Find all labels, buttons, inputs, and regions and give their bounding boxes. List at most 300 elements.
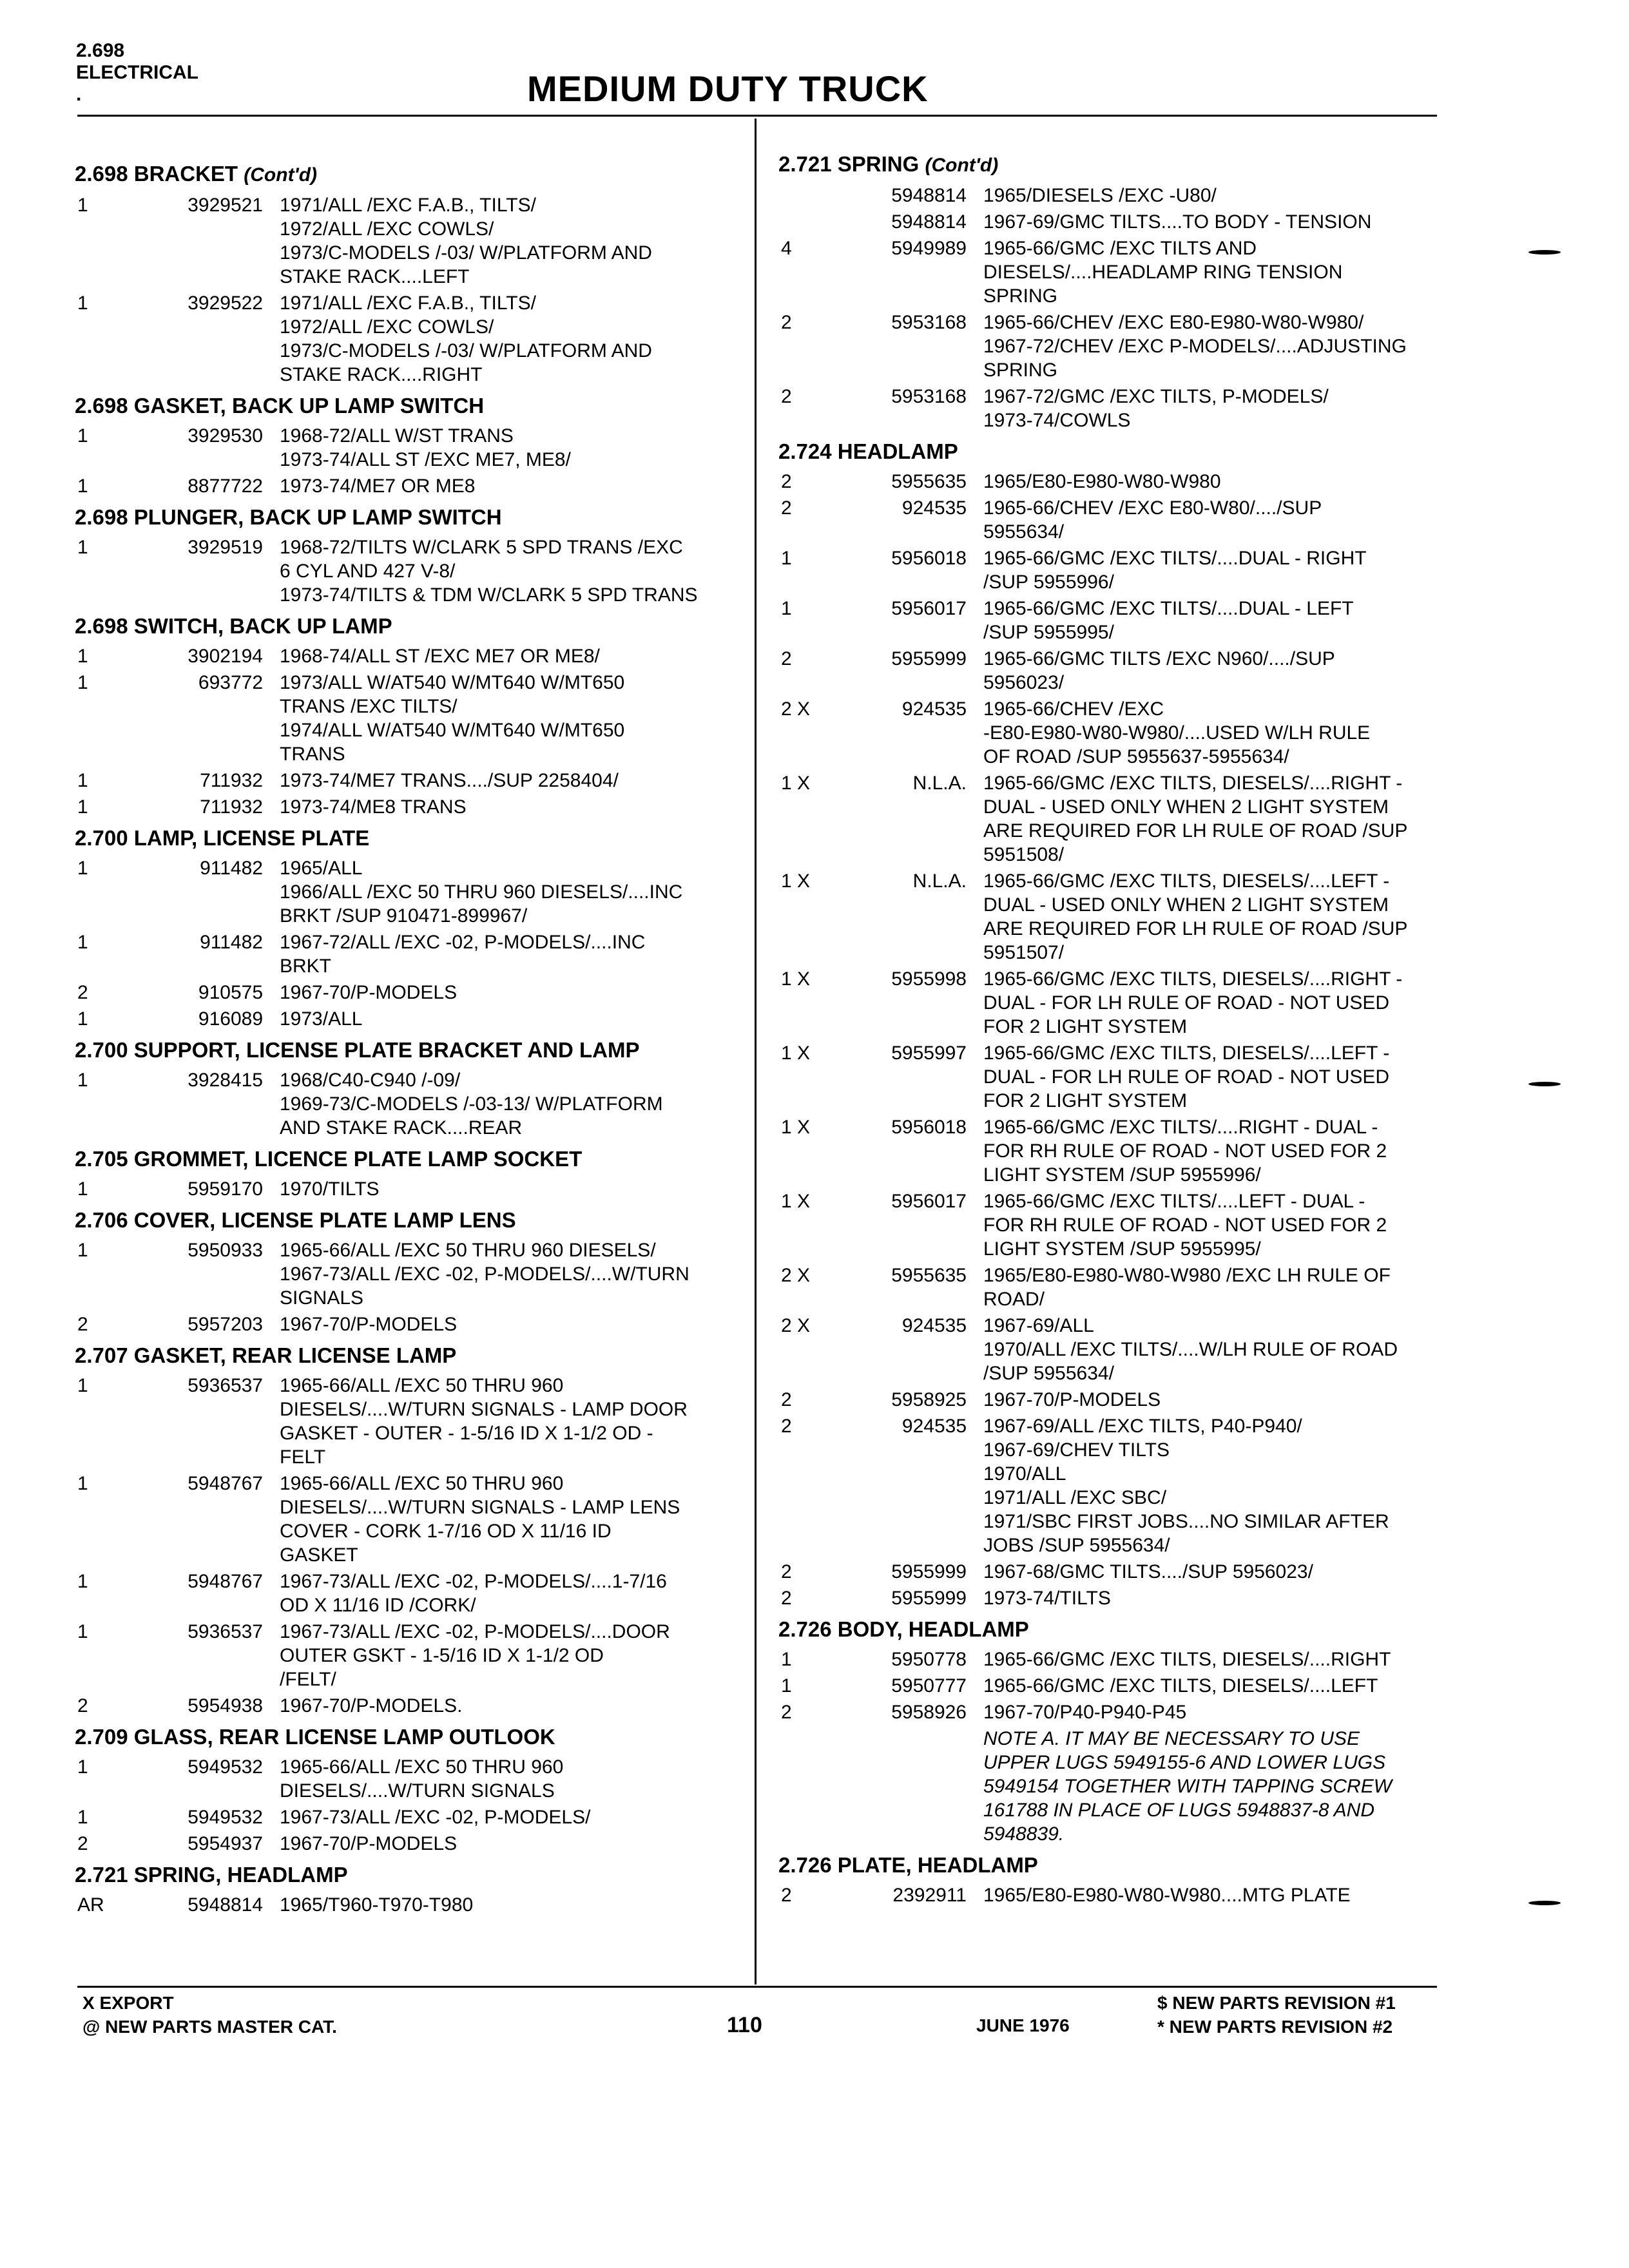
- description-line: 1967-68/GMC TILTS..../SUP 5956023/: [983, 1561, 1313, 1582]
- quantity: 2: [781, 1588, 792, 1609]
- part-number: 711932: [200, 770, 263, 791]
- description-line: TRANS: [280, 744, 345, 765]
- description-line: 1965/T960-T970-T980: [280, 1894, 474, 1916]
- part-description: [967, 546, 1436, 594]
- description-line: 1965-66/GMC /EXC TILTS/....RIGHT - DUAL -: [983, 1117, 1378, 1138]
- quantity: 1: [77, 858, 88, 879]
- part-number: 5949532: [188, 1807, 263, 1828]
- part-description: [263, 1312, 745, 1336]
- section-number: 2.700: [75, 1038, 128, 1062]
- part-number: 5936537: [188, 1621, 263, 1642]
- description-line: 1971/ALL /EXC SBC/: [983, 1487, 1167, 1508]
- section-number: 2.721: [778, 152, 832, 176]
- description-line: 1965-66/GMC /EXC TILTS, DIESELS/....RIGHT -: [983, 968, 1403, 990]
- parts-section: [75, 161, 745, 387]
- parts-section: [75, 1146, 745, 1201]
- part-number: 5948767: [188, 1473, 263, 1494]
- quantity: 4: [781, 238, 792, 259]
- quantity: 2: [77, 1833, 88, 1854]
- part-row: [778, 184, 1436, 207]
- description-line: 1973-74/COWLS: [983, 410, 1131, 431]
- section-title: BRACKET: [133, 162, 238, 186]
- description-line: LIGHT SYSTEM /SUP 5955996/: [983, 1164, 1261, 1186]
- part-number: 693772: [198, 672, 263, 693]
- part-number: 916089: [198, 1008, 263, 1030]
- description-line: BRKT /SUP 910471-899967/: [280, 905, 528, 927]
- section-number: 2.698: [75, 162, 128, 186]
- description-line: 1973-74/ME7 TRANS..../SUP 2258404/: [280, 770, 619, 791]
- quantity: 1: [77, 537, 88, 558]
- description-line: DIESELS/....W/TURN SIGNALS - LAMP DOOR: [280, 1399, 688, 1420]
- part-description: [967, 311, 1436, 382]
- part-description: [263, 1472, 745, 1567]
- description-line: 1967-70/P40-P940-P45: [983, 1702, 1187, 1723]
- description-line: 1967-70/P-MODELS.: [280, 1695, 463, 1716]
- part-description: [263, 795, 745, 819]
- part-description: [263, 1238, 745, 1310]
- section-name: ELECTRICAL: [76, 62, 198, 83]
- part-number: 5949989: [891, 238, 967, 259]
- part-description: [967, 1700, 1436, 1724]
- part-row: [778, 1560, 1436, 1584]
- description-line: 1967-70/P-MODELS: [280, 1314, 458, 1335]
- quantity: 2: [781, 1885, 792, 1906]
- part-number: 5959170: [188, 1178, 263, 1200]
- description-line: LIGHT SYSTEM /SUP 5955995/: [983, 1238, 1261, 1260]
- section-heading: [75, 825, 745, 851]
- description-line: /SUP 5955995/: [983, 622, 1114, 643]
- description-line: AND STAKE RACK....REAR: [280, 1117, 523, 1139]
- description-line: 1974/ALL W/AT540 W/MT640 W/MT650: [280, 720, 625, 741]
- part-row: [75, 795, 745, 819]
- part-row: [75, 1570, 745, 1617]
- part-description: [967, 1674, 1436, 1698]
- description-line: 1970/TILTS: [280, 1178, 380, 1200]
- part-number: 2392911: [892, 1885, 967, 1906]
- section-heading: [75, 1862, 745, 1888]
- section-title: COVER, LICENSE PLATE LAMP LENS: [133, 1208, 516, 1232]
- quantity: 1: [77, 1375, 88, 1396]
- description-line: 1968-74/ALL ST /EXC ME7 OR ME8/: [280, 646, 600, 667]
- description-line: 1967-70/P-MODELS: [280, 982, 458, 1003]
- section-heading: [75, 393, 745, 419]
- quantity: 1: [77, 1571, 88, 1592]
- section-number: 2.706: [75, 1208, 128, 1232]
- part-row: [778, 496, 1436, 544]
- note-line: UPPER LUGS 5949155-6 AND LOWER LUGS: [983, 1752, 1386, 1773]
- quantity: 1: [77, 195, 88, 216]
- part-number: 3929530: [188, 425, 263, 447]
- part-number: 5936537: [188, 1375, 263, 1396]
- quantity: 2: [781, 497, 792, 519]
- description-line: FOR RH RULE OF ROAD - NOT USED FOR 2: [983, 1140, 1387, 1162]
- section-number: 2.709: [75, 1725, 128, 1749]
- section-heading: [778, 1617, 1436, 1642]
- quantity: 2: [781, 1389, 792, 1410]
- section-title: HEADLAMP: [837, 439, 958, 463]
- part-row: [75, 1893, 745, 1917]
- quantity: 1: [77, 770, 88, 791]
- section-number: 2.707: [75, 1343, 128, 1367]
- header-dot: .: [76, 84, 82, 105]
- description-line: 1965-66/GMC /EXC TILTS/....DUAL - RIGHT: [983, 548, 1367, 569]
- part-description: [967, 184, 1436, 207]
- description-line: STAKE RACK....RIGHT: [280, 364, 483, 385]
- part-row: [75, 535, 745, 607]
- description-line: OUTER GSKT - 1-5/16 ID X 1-1/2 OD: [280, 1645, 604, 1666]
- part-row: [778, 210, 1436, 234]
- description-line: 1967-69/CHEV TILTS: [983, 1439, 1170, 1461]
- quantity: 1: [77, 476, 88, 497]
- quantity: AR: [77, 1894, 104, 1916]
- section-number: 2.698: [75, 614, 128, 638]
- part-row: [75, 193, 745, 289]
- section-title: GASKET, REAR LICENSE LAMP: [133, 1343, 457, 1367]
- description-line: DIESELS/....W/TURN SIGNALS - LAMP LENS: [280, 1497, 680, 1518]
- parts-section: [75, 825, 745, 1031]
- quantity: 2: [781, 1702, 792, 1723]
- part-description: [263, 1570, 745, 1617]
- part-description: [263, 769, 745, 793]
- description-line: 1968/C40-C940 /-09/: [280, 1070, 461, 1091]
- description-line: 1973-74/ME7 OR ME8: [280, 476, 476, 497]
- description-line: 1965-66/ALL /EXC 50 THRU 960: [280, 1473, 564, 1494]
- description-line: 1967-69/ALL: [983, 1315, 1094, 1336]
- part-row: [75, 981, 745, 1004]
- section-title: BODY, HEADLAMP: [837, 1617, 1029, 1641]
- part-description: [263, 1374, 745, 1469]
- note-spacer: [778, 1727, 838, 1846]
- page-number: 110: [727, 2013, 762, 2037]
- part-number: 5955997: [891, 1043, 967, 1064]
- part-description: [263, 1620, 745, 1691]
- note-block: [967, 1727, 1436, 1846]
- part-row: [75, 1007, 745, 1031]
- part-number: 5956017: [891, 598, 967, 619]
- note-row: [778, 1727, 1436, 1846]
- description-line: JOBS /SUP 5955634/: [983, 1535, 1170, 1556]
- description-line: DUAL - FOR LH RULE OF ROAD - NOT USED: [983, 1066, 1390, 1088]
- part-number: 5955999: [891, 1561, 967, 1582]
- description-line: DUAL - USED ONLY WHEN 2 LIGHT SYSTEM: [983, 894, 1389, 916]
- part-row: [75, 930, 745, 978]
- footer-revision-1: $ NEW PARTS REVISION #1: [1157, 1993, 1396, 2013]
- part-row: [778, 1883, 1436, 1907]
- description-line: /SUP 5955996/: [983, 572, 1114, 593]
- description-line: 1965-66/ALL /EXC 50 THRU 960: [280, 1375, 564, 1396]
- part-description: [967, 1560, 1436, 1584]
- section-heading: [75, 613, 745, 639]
- part-description: [967, 1388, 1436, 1412]
- section-number: 2.698: [75, 394, 128, 418]
- description-line: 1965/DIESELS /EXC -U80/: [983, 185, 1217, 206]
- part-number: 5950778: [891, 1649, 967, 1670]
- part-number: 5954938: [188, 1695, 263, 1716]
- part-description: [967, 1648, 1436, 1671]
- description-line: FELT: [280, 1446, 326, 1468]
- left-column: [75, 161, 745, 1923]
- quantity: 1 X: [781, 870, 811, 892]
- section-title: GROMMET, LICENCE PLATE LAMP SOCKET: [133, 1147, 583, 1171]
- part-number: 910575: [198, 982, 263, 1003]
- part-number: 5956018: [891, 548, 967, 569]
- header-block: [76, 40, 198, 106]
- description-line: -E80-E980-W80-W980/....USED W/LH RULE: [983, 722, 1371, 744]
- quantity: 1 X: [781, 1117, 811, 1138]
- footer-master-note: @ NEW PARTS MASTER CAT.: [82, 2017, 337, 2037]
- description-line: 1965-66/GMC /EXC TILTS/....DUAL - LEFT: [983, 598, 1354, 619]
- part-row: [778, 311, 1436, 382]
- part-description: [263, 193, 745, 289]
- part-description: [263, 535, 745, 607]
- parts-section: [75, 1037, 745, 1140]
- section-heading: [75, 505, 745, 530]
- quantity: 1: [77, 1473, 88, 1494]
- footer-date: JUNE 1976: [976, 2015, 1070, 2035]
- section-heading: [778, 1852, 1436, 1878]
- description-line: 1967-70/P-MODELS: [983, 1389, 1161, 1410]
- part-number: 3929519: [188, 537, 263, 558]
- description-line: OD X 11/16 ID /CORK/: [280, 1595, 476, 1616]
- description-line: 6 CYL AND 427 V-8/: [280, 561, 456, 582]
- description-line: 1973/ALL: [280, 1008, 363, 1030]
- part-row: [778, 1189, 1436, 1261]
- description-line: 1968-72/TILTS W/CLARK 5 SPD TRANS /EXC: [280, 537, 683, 558]
- description-line: 1965-66/ALL /EXC 50 THRU 960: [280, 1756, 564, 1778]
- parts-section: [75, 393, 745, 498]
- part-row: [778, 1414, 1436, 1557]
- note-line: NOTE A. IT MAY BE NECESSARY TO USE: [983, 1728, 1360, 1749]
- footer-export-note: X EXPORT: [82, 1993, 174, 2013]
- part-number: 5955999: [891, 648, 967, 669]
- part-number: 711932: [200, 796, 263, 818]
- part-description: [967, 1189, 1436, 1261]
- part-row: [75, 1832, 745, 1856]
- section-heading: [778, 439, 1436, 465]
- part-row: [75, 424, 745, 472]
- part-number: 5955998: [891, 968, 967, 990]
- part-number: 3929521: [188, 195, 263, 216]
- description-line: 1965/E80-E980-W80-W980: [983, 471, 1221, 492]
- description-line: 1965/E80-E980-W80-W980 /EXC LH RULE OF: [983, 1265, 1391, 1286]
- section-title: SUPPORT, LICENSE PLATE BRACKET AND LAMP: [133, 1038, 640, 1062]
- note-spacer: [838, 1727, 967, 1846]
- part-description: [263, 291, 745, 387]
- quantity: [778, 184, 838, 207]
- description-line: GASKET - OUTER - 1-5/16 ID X 1-1/2 OD -: [280, 1423, 653, 1444]
- quantity: 1 X: [781, 1043, 811, 1064]
- part-description: [263, 1007, 745, 1031]
- quantity: 1: [77, 1756, 88, 1778]
- description-line: COVER - CORK 1-7/16 OD X 11/16 ID: [280, 1521, 612, 1542]
- section-heading: [778, 151, 1436, 178]
- part-number: 5953168: [891, 386, 967, 407]
- description-line: 1973/ALL W/AT540 W/MT640 W/MT650: [280, 672, 625, 693]
- part-description: [263, 424, 745, 472]
- section-title: GLASS, REAR LICENSE LAMP OUTLOOK: [133, 1725, 555, 1749]
- part-row: [778, 1115, 1436, 1187]
- part-row: [75, 1374, 745, 1469]
- part-description: [967, 647, 1436, 695]
- part-number: 5956017: [891, 1191, 967, 1212]
- description-line: OF ROAD /SUP 5955637-5955634/: [983, 746, 1289, 767]
- quantity: 2: [77, 1314, 88, 1335]
- description-line: 1968-72/ALL W/ST TRANS: [280, 425, 514, 447]
- top-rule: [77, 115, 1437, 117]
- part-description: [967, 697, 1436, 769]
- description-line: 1969-73/C-MODELS /-03-13/ W/PLATFORM: [280, 1093, 663, 1115]
- parts-section: [75, 1862, 745, 1917]
- section-heading: [75, 1037, 745, 1063]
- part-number: 924535: [901, 698, 967, 720]
- part-description: [967, 1414, 1436, 1557]
- section-heading: [75, 1343, 745, 1369]
- description-line: 1965-66/GMC /EXC TILTS, DIESELS/....RIGHT -: [983, 773, 1403, 794]
- description-line: 1970/ALL: [983, 1463, 1066, 1485]
- quantity: 1: [77, 1008, 88, 1030]
- part-number: 5955999: [891, 1588, 967, 1609]
- part-row: [75, 1238, 745, 1310]
- part-description: [967, 1314, 1436, 1385]
- description-line: DUAL - FOR LH RULE OF ROAD - NOT USED: [983, 992, 1390, 1014]
- part-number: 5948814: [891, 185, 967, 206]
- part-number: 3902194: [188, 646, 263, 667]
- quantity: 2 X: [781, 1315, 811, 1336]
- part-number: N.L.A.: [912, 773, 967, 794]
- description-line: 1971/SBC FIRST JOBS....NO SIMILAR AFTER: [983, 1511, 1389, 1532]
- quantity: 1: [77, 1621, 88, 1642]
- description-line: 1967-69/ALL /EXC TILTS, P40-P940/: [983, 1416, 1302, 1437]
- description-line: 1973-74/TILTS & TDM W/CLARK 5 SPD TRANS: [280, 584, 698, 606]
- description-line: 5956023/: [983, 672, 1065, 693]
- description-line: 1973-74/ALL ST /EXC ME7, ME8/: [280, 449, 571, 470]
- margin-mark: [1528, 250, 1561, 255]
- part-number: N.L.A.: [912, 870, 967, 892]
- part-row: [75, 1694, 745, 1718]
- part-number: 8877722: [188, 476, 263, 497]
- quantity: 1 X: [781, 1191, 811, 1212]
- part-description: [967, 869, 1436, 965]
- part-row: [778, 597, 1436, 644]
- section-title: LAMP, LICENSE PLATE: [133, 826, 370, 850]
- quantity: 1: [77, 1178, 88, 1200]
- section-heading: [75, 1724, 745, 1750]
- description-line: BRKT: [280, 956, 332, 977]
- quantity: 1: [77, 646, 88, 667]
- description-line: 5955634/: [983, 521, 1065, 543]
- part-description: [967, 470, 1436, 494]
- quantity: 2 X: [781, 698, 811, 720]
- description-line: SPRING: [983, 360, 1058, 381]
- part-row: [75, 1177, 745, 1201]
- part-row: [778, 647, 1436, 695]
- quantity: 1: [781, 548, 792, 569]
- description-line: 1967-72/GMC /EXC TILTS, P-MODELS/: [983, 386, 1329, 407]
- part-row: [75, 291, 745, 387]
- part-row: [75, 1755, 745, 1803]
- part-number: 5948814: [891, 211, 967, 233]
- part-description: [263, 1805, 745, 1829]
- description-line: 1965-66/ALL /EXC 50 THRU 960 DIESELS/: [280, 1240, 656, 1261]
- description-line: 1967-72/ALL /EXC -02, P-MODELS/....INC: [280, 932, 646, 953]
- part-row: [778, 967, 1436, 1039]
- section-title: GASKET, BACK UP LAMP SWITCH: [133, 394, 485, 418]
- part-row: [778, 546, 1436, 594]
- part-description: [967, 1586, 1436, 1610]
- description-line: 1965-66/CHEV /EXC E80-W80/..../SUP: [983, 497, 1322, 519]
- part-row: [778, 1674, 1436, 1698]
- description-line: 1965-66/GMC TILTS /EXC N960/..../SUP: [983, 648, 1335, 669]
- column-divider: [755, 119, 757, 1984]
- part-row: [778, 1388, 1436, 1412]
- part-number: 5955635: [891, 1265, 967, 1286]
- quantity: 1: [77, 672, 88, 693]
- part-row: [778, 1648, 1436, 1671]
- part-row: [778, 697, 1436, 769]
- note-line: 5948839.: [983, 1823, 1065, 1845]
- description-line: 1965-66/GMC /EXC TILTS, DIESELS/....LEFT -: [983, 1043, 1390, 1064]
- part-number: 924535: [901, 1315, 967, 1336]
- part-description: [967, 1264, 1436, 1311]
- quantity: 1: [77, 425, 88, 447]
- parts-section: [778, 151, 1436, 432]
- description-line: /FELT/: [280, 1669, 336, 1690]
- part-description: [263, 1893, 745, 1917]
- section-title: SPRING, HEADLAMP: [133, 1863, 348, 1887]
- part-row: [75, 644, 745, 668]
- section-number: 2.721: [75, 1863, 128, 1887]
- part-row: [75, 1472, 745, 1567]
- part-row: [778, 771, 1436, 867]
- continued-label: (Cont'd): [244, 164, 318, 186]
- description-line: 1973/C-MODELS /-03/ W/PLATFORM AND: [280, 242, 652, 264]
- footer-revision-2: * NEW PARTS REVISION #2: [1157, 2017, 1393, 2037]
- quantity: 1 X: [781, 968, 811, 990]
- bottom-rule: [77, 1986, 1437, 1988]
- part-row: [75, 1805, 745, 1829]
- description-line: 1971/ALL /EXC F.A.B., TILTS/: [280, 293, 536, 314]
- section-heading: [75, 1146, 745, 1172]
- part-description: [263, 1694, 745, 1718]
- part-number: 5956018: [891, 1117, 967, 1138]
- description-line: ARE REQUIRED FOR LH RULE OF ROAD /SUP: [983, 918, 1408, 939]
- description-line: FOR 2 LIGHT SYSTEM: [983, 1016, 1188, 1037]
- quantity: 2: [781, 648, 792, 669]
- part-number: 924535: [901, 497, 967, 519]
- description-line: 1967-73/ALL /EXC -02, P-MODELS/....W/TURN: [280, 1264, 689, 1285]
- parts-section: [778, 439, 1436, 1610]
- section-title: SWITCH, BACK UP LAMP: [133, 614, 392, 638]
- part-number: 5950933: [188, 1240, 263, 1261]
- part-number: 5953168: [891, 312, 967, 333]
- margin-mark: [1528, 1901, 1561, 1905]
- description-line: 1967-69/GMC TILTS....TO BODY - TENSION: [983, 211, 1372, 233]
- quantity: [778, 210, 838, 234]
- description-line: 1965-66/GMC /EXC TILTS, DIESELS/....LEFT: [983, 1675, 1378, 1696]
- part-description: [967, 496, 1436, 544]
- part-description: [967, 1883, 1436, 1907]
- part-description: [263, 930, 745, 978]
- description-line: /SUP 5955634/: [983, 1363, 1114, 1384]
- quantity: 1: [781, 1675, 792, 1696]
- quantity: 1 X: [781, 773, 811, 794]
- part-number: 5958925: [891, 1389, 967, 1410]
- part-description: [263, 1755, 745, 1803]
- part-row: [778, 236, 1436, 308]
- part-number: 5950777: [891, 1675, 967, 1696]
- part-row: [778, 1586, 1436, 1610]
- description-line: 1966/ALL /EXC 50 THRU 960 DIESELS/....INC: [280, 881, 683, 903]
